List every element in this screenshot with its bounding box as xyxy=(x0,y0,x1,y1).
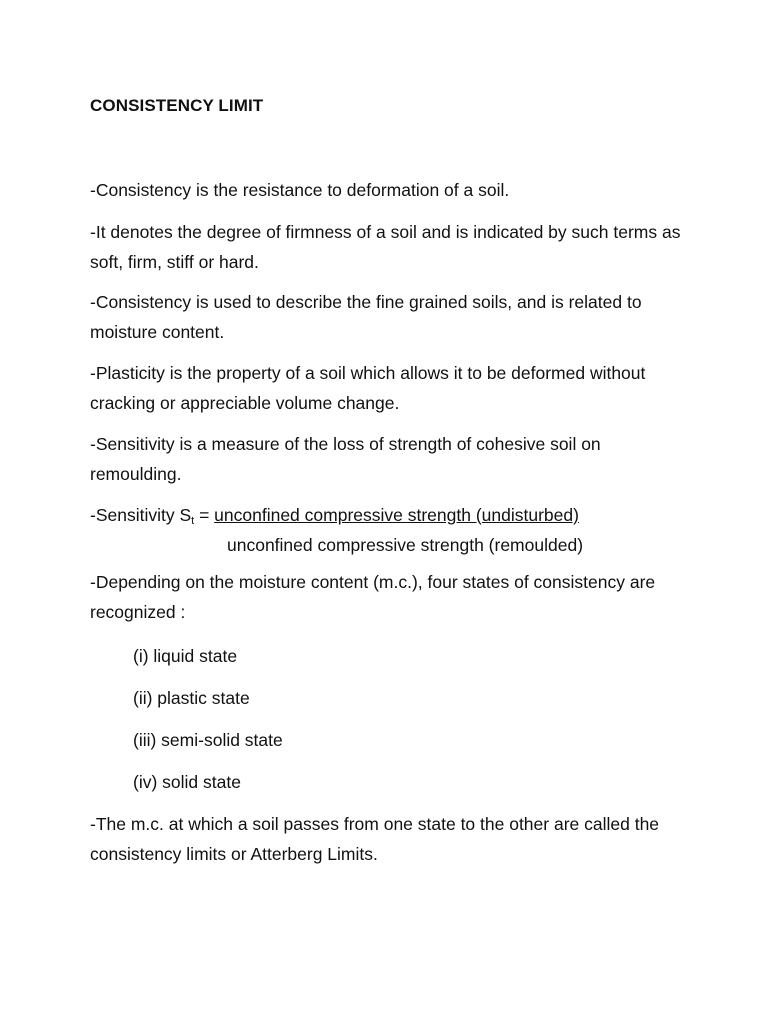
state-item: (iii) semi-solid state xyxy=(133,730,283,750)
paragraph-atterberg-limits: -The m.c. at which a soil passes from one state to the other are called the consistency limits or Atterberg Limits. xyxy=(90,814,660,864)
sensitivity-equals: = xyxy=(194,505,215,525)
paragraph-sensitivity: -Sensitivity is a measure of the loss of strength of cohesive soil on remoulding. xyxy=(90,434,601,484)
paragraph-plasticity: -Plasticity is the property of a soil which allows it to be deformed without cracking or appreciable volume change. xyxy=(90,363,646,413)
state-item: (ii) plastic state xyxy=(133,688,250,708)
sensitivity-label: -Sensitivity S xyxy=(90,505,192,525)
paragraph-states-intro: -Depending on the moisture content (m.c.), four states of consistency are recognized : xyxy=(90,572,656,622)
sensitivity-subscript: t xyxy=(191,515,195,527)
state-item: (iv) solid state xyxy=(133,772,241,792)
sensitivity-denominator: unconfined compressive strength (remoulded) xyxy=(227,535,584,555)
paragraph-fine-grained: -Consistency is used to describe the fine grained soils, and is related to moisture content. xyxy=(90,292,642,342)
paragraph-consistency-definition: -Consistency is the resistance to deformation of a soil. xyxy=(90,180,510,200)
state-item: (i) liquid state xyxy=(133,646,238,666)
page-title: CONSISTENCY LIMIT xyxy=(90,96,264,115)
sensitivity-numerator: unconfined compressive strength (undisturbed) xyxy=(214,505,579,525)
paragraph-firmness: -It denotes the degree of firmness of a soil and is indicated by such terms as soft, firm, stiff or hard. xyxy=(90,222,681,272)
